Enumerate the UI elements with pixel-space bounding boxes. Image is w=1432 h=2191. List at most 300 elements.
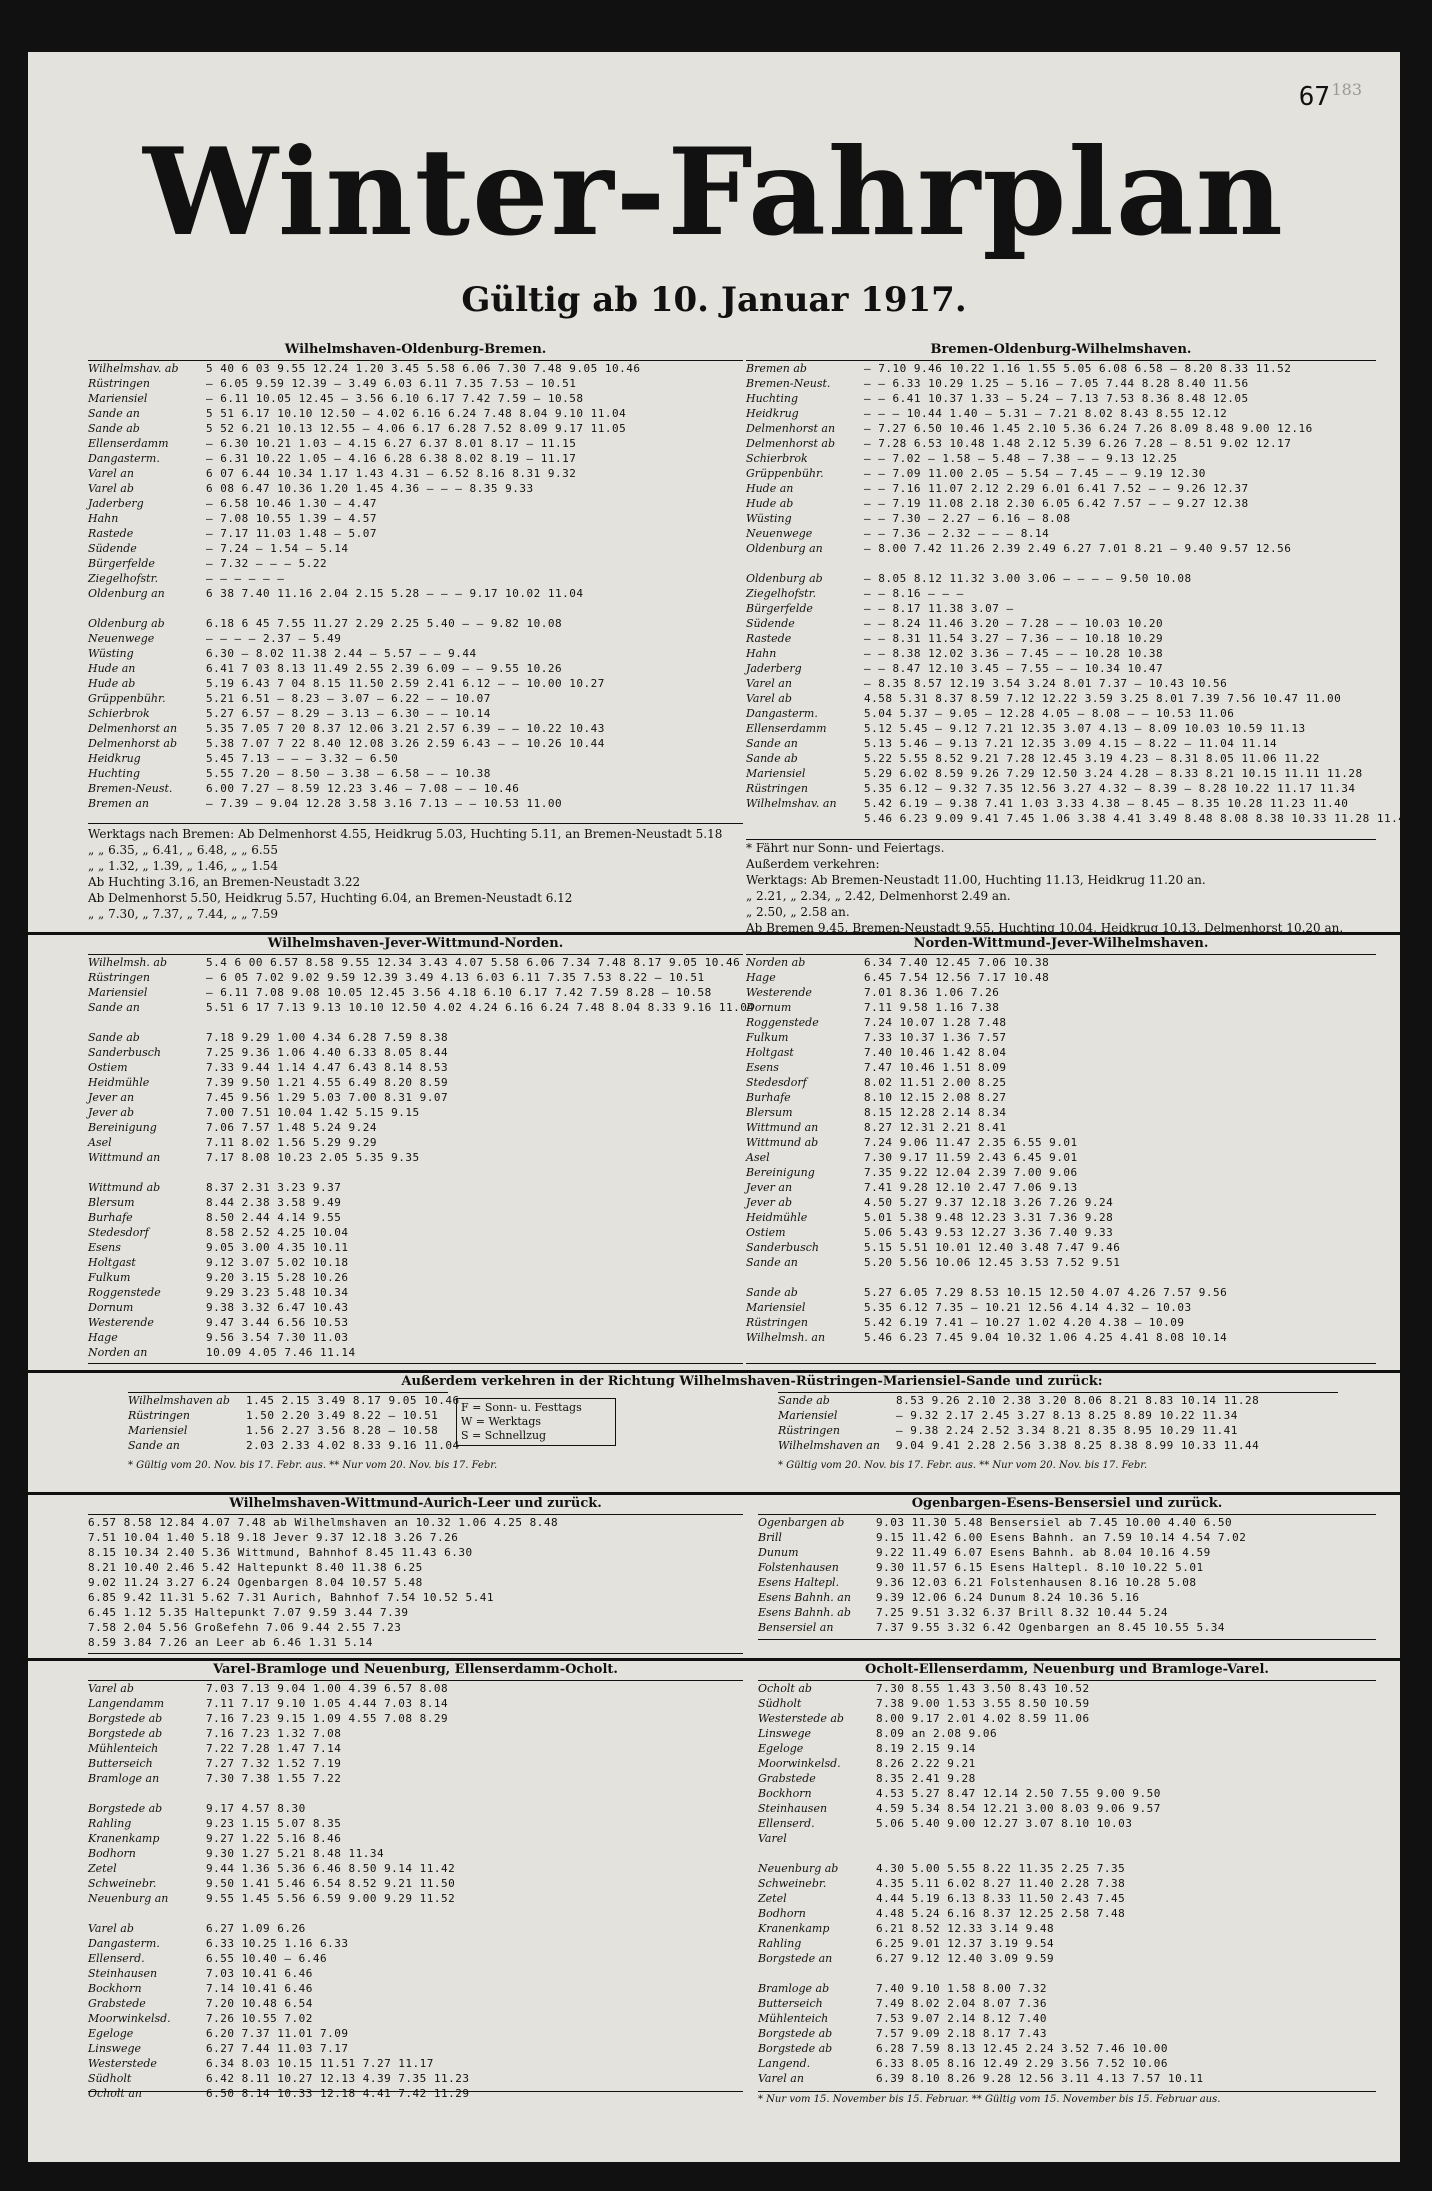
timetable-row	[746, 376, 1376, 391]
timetable-row	[746, 1195, 1376, 1210]
station-name: Hude ab	[88, 677, 136, 690]
station-name: Dangasterm.	[88, 452, 160, 465]
panel-notes	[746, 840, 1376, 936]
timetable-row	[88, 496, 743, 511]
timetable-row	[758, 1951, 1376, 1966]
timetable-additional-wilhelmshaven-sande	[128, 1374, 1376, 1484]
timetable-row	[758, 1575, 1376, 1590]
station-name: Südholt	[88, 2072, 132, 2085]
departure-times: — 6.58 10.46 1.30 — 4.47	[206, 497, 377, 510]
footnote-right: * Gültig vom 20. Nov. bis 17. Febr. aus. ** Nur vom 20. Nov. bis 17. Febr.	[778, 1460, 1148, 1471]
station-name: Borgstede ab	[88, 1802, 163, 1815]
station-name: Rüstringen	[88, 377, 150, 390]
departure-times: 8.53 9.26 2.10 2.38 3.20 8.06 8.21 8.83 10.14 11.28	[896, 1394, 1260, 1407]
panel-rows	[758, 1514, 1376, 1640]
departure-times: 4.35 5.11 6.02 8.27 11.40 2.28 7.38	[876, 1877, 1126, 1890]
departure-times: 8.37 2.31 3.23 9.37	[206, 1181, 342, 1194]
panel-note: „ 2.21, „ 2.34, „ 2.42, Delmenhorst 2.49 an.	[746, 889, 1011, 903]
station-name: Varel ab	[88, 1922, 134, 1935]
station-name: Oldenburg an	[746, 542, 823, 555]
station-name: Sande an	[88, 407, 140, 420]
departure-times: — 7.24 — 1.54 — 5.14	[206, 542, 349, 555]
departure-times: 6.41 7 03 8.13 11.49 2.55 2.39 6.09 — — 9.55 10.26	[206, 662, 563, 675]
timetable-row	[88, 1891, 743, 1906]
timetable-row	[758, 1921, 1376, 1936]
departure-times: — — 7.30 — 2.27 — 6.16 — 8.08	[864, 512, 1071, 525]
timetable-row	[746, 661, 1376, 676]
timetable-row	[88, 421, 743, 436]
station-name: Egeloge	[88, 2027, 134, 2040]
timetable-row	[746, 1045, 1376, 1060]
timetable-row	[88, 1726, 743, 1741]
departure-times: 7.35 9.22 12.04 2.39 7.00 9.06	[864, 1166, 1078, 1179]
page-subtitle: Gültig ab 10. Januar 1917.	[461, 280, 967, 320]
panel-rows	[88, 1680, 743, 2100]
timetable-row	[88, 2011, 743, 2026]
departure-times: 5.29 6.02 8.59 9.26 7.29 12.50 3.24 4.28 — 8.33 8.21 10.15 11.11 11.28	[864, 767, 1363, 780]
departure-times: 4.59 5.34 8.54 12.21 3.00 8.03 9.06 9.57	[876, 1802, 1161, 1815]
panel-title: Wilhelmshaven-Jever-Wittmund-Norden.	[267, 936, 564, 951]
timetable-row	[88, 1530, 743, 1545]
timetable-row	[746, 496, 1376, 511]
station-name: Bramloge an	[88, 1772, 160, 1785]
station-name: Schierbrok	[88, 707, 150, 720]
timetable-row	[88, 1560, 743, 1575]
timetable-row	[746, 1075, 1376, 1090]
departure-times: — — 8.31 11.54 3.27 — 7.36 — — 10.18 10.29	[864, 632, 1164, 645]
timetable-row	[746, 391, 1376, 406]
departure-times: 6.30 — 8.02 11.38 2.44 — 5.57 — — 9.44	[206, 647, 477, 660]
timetable-row	[88, 1285, 743, 1300]
station-name: Ocholt ab	[758, 1682, 812, 1695]
departure-times: 6.55 10.40 — 6.46	[206, 1952, 328, 1965]
timetable-row	[746, 676, 1376, 691]
station-name: Bockhorn	[88, 1982, 142, 1995]
departure-times: 7.11 7.17 9.10 1.05 4.44 7.03 8.14	[206, 1697, 449, 1710]
station-name: Sanderbusch	[746, 1241, 820, 1254]
departure-times: — 7.39 — 9.04 12.28 3.58 3.16 7.13 — — 10.53 11.00	[206, 797, 563, 810]
departure-times: 7.40 10.46 1.42 8.04	[864, 1046, 1007, 1059]
timetable-row	[88, 541, 743, 556]
timetable-row	[758, 2011, 1376, 2026]
timetable-row	[88, 511, 743, 526]
station-name: Bremen ab	[746, 362, 807, 375]
timetable-row	[746, 811, 1413, 826]
departure-times: 9.27 1.22 5.16 8.46	[206, 1832, 342, 1845]
legend-entry: F = Sonn- u. Festtags	[461, 1401, 582, 1414]
station-name: Rüstringen	[746, 782, 808, 795]
departure-times: 5.20 5.56 10.06 12.45 3.53 7.52 9.51	[864, 1256, 1121, 1269]
station-name: Dunum	[758, 1546, 799, 1559]
timetable-row	[88, 1255, 743, 1270]
station-name: Ellenserdamm	[88, 437, 169, 450]
panel-note: „ „ 6.35, „ 6.41, „ 6.48, „ „ 6.55	[88, 843, 278, 857]
station-name: Hahn	[88, 512, 119, 525]
panel-notes	[88, 826, 743, 922]
departure-times: 4.48 5.24 6.16 8.37 12.25 2.58 7.48	[876, 1907, 1126, 1920]
station-name: Mariensiel	[128, 1424, 188, 1437]
station-name: Esens Bahnh. an	[758, 1591, 851, 1604]
timetable-row	[88, 1801, 743, 1816]
panel-note: Ab Bremen 9.45, Bremen-Neustadt 9.55, Huchting 10.04, Heidkrug 10.13, Delmenhorst 10.20 an.	[746, 921, 1344, 935]
departure-times: 5.42 6.19 7.41 — 10.27 1.02 4.20 4.38 — 10.09	[864, 1316, 1185, 1329]
departure-times: 7.26 10.55 7.02	[206, 2012, 313, 2025]
panel-note: Ab Delmenhorst 5.50, Heidkrug 5.57, Huchting 6.04, an Bremen-Neustadt 6.12	[88, 891, 573, 905]
station-name: Westerende	[746, 986, 812, 999]
departure-times: 7.16 7.23 1.32 7.08	[206, 1727, 342, 1740]
station-name: Oldenburg an	[88, 587, 165, 600]
station-name: Dornum	[746, 1001, 792, 1014]
departure-times: 7.14 10.41 6.46	[206, 1982, 313, 1995]
timetable-row	[88, 631, 743, 646]
timetable-row	[88, 796, 743, 811]
station-name: Borgstede ab	[758, 2042, 833, 2055]
timetable-row	[758, 1605, 1376, 1620]
panel-note: Außerdem verkehren:	[746, 857, 880, 871]
departure-times: 2.03 2.33 4.02 8.33 9.16 11.04	[246, 1439, 460, 1452]
departure-times: — 6.05 9.59 12.39 — 3.49 6.03 6.11 7.35 7.53 — 10.51	[206, 377, 577, 390]
departure-times: — 6 05 7.02 9.02 9.59 12.39 3.49 4.13 6.03 6.11 7.35 7.53 8.22 — 10.51	[206, 971, 705, 984]
timetable-row	[746, 1090, 1376, 1105]
departure-times: 9.55 1.45 5.56 6.59 9.00 9.29 11.52	[206, 1892, 456, 1905]
station-name	[88, 601, 206, 616]
station-name: Ostiem	[746, 1226, 786, 1239]
departure-times: 7.45 9.56 1.29 5.03 7.00 8.31 9.07	[206, 1091, 449, 1104]
station-name: Linswege	[758, 1727, 812, 1740]
timetable-row	[746, 616, 1376, 631]
departure-times: 5.21 6.51 — 8.23 — 3.07 — 6.22 — — 10.07	[206, 692, 491, 705]
departure-times: 6.39 8.10 8.26 9.28 12.56 3.11 4.13 7.57 10.11	[876, 2072, 1204, 2085]
station-name: Rastede	[88, 527, 134, 540]
station-name: Bensersiel an	[758, 1621, 834, 1634]
station-name: Delmenhorst ab	[746, 437, 835, 450]
timetable-row	[88, 586, 743, 601]
station-name: Westerende	[88, 1316, 154, 1329]
timetable-row	[88, 2086, 743, 2101]
timetable-row	[746, 466, 1376, 481]
station-name: Borgstede ab	[88, 1727, 163, 1740]
timetable-row	[746, 556, 1376, 571]
timetable-row	[88, 481, 743, 496]
timetable-row	[88, 1135, 743, 1150]
timetable-row	[88, 616, 743, 631]
station-name: Folstenhausen	[758, 1561, 839, 1574]
timetable-row	[128, 1408, 448, 1423]
timetable-wilhelmshaven-jever-wittmund-norden	[88, 936, 755, 1366]
panel-note: Werktags nach Bremen: Ab Delmenhorst 4.55, Heidkrug 5.03, Huchting 5.11, an Bremen-Neustadt 5.18	[88, 827, 723, 841]
timetable-row	[746, 631, 1376, 646]
station-name: Zetel	[88, 1862, 117, 1875]
timetable-row	[88, 1861, 743, 1876]
timetable-row	[746, 736, 1376, 751]
station-name: Jaderberg	[88, 497, 144, 510]
timetable-row	[88, 1575, 743, 1590]
panel-title: Wilhelmshaven-Wittmund-Aurich-Leer und zurück.	[229, 1496, 602, 1511]
timetable-row	[88, 1180, 743, 1195]
departure-times: 8.15 12.28 2.14 8.34	[864, 1106, 1007, 1119]
page-title: Winter-Fahrplan	[143, 122, 1285, 263]
station-name: Fulkum	[746, 1031, 789, 1044]
station-name: Butterseich	[88, 1757, 153, 1770]
departure-times	[206, 1015, 743, 1030]
departure-times: 9.05 3.00 4.35 10.11	[206, 1241, 349, 1254]
station-name: Ocholt an	[88, 2087, 142, 2100]
departure-times: 8.00 9.17 2.01 4.02 8.59 11.06	[876, 1712, 1090, 1725]
station-name: Schweinebr.	[758, 1877, 827, 1890]
station-name: Jaderberg	[746, 662, 802, 675]
timetable-row	[88, 1921, 743, 1936]
departure-times: 5.42 6.19 — 9.38 7.41 1.03 3.33 4.38 — 8.45 — 8.35 10.28 11.23 11.40	[864, 797, 1349, 810]
timetable-row	[88, 721, 743, 736]
station-name: Burhafe	[88, 1211, 133, 1224]
timetable-row	[746, 1315, 1376, 1330]
departure-times: — 7.32 — — — 5.22	[206, 557, 328, 570]
station-name: Jever ab	[88, 1106, 134, 1119]
departure-times: 7.01 8.36 1.06 7.26	[864, 986, 1000, 999]
timetable-row	[758, 1966, 1376, 1981]
departure-times: 7.16 7.23 9.15 1.09 4.55 7.08 8.29	[206, 1712, 449, 1725]
departure-times	[876, 1846, 1376, 1861]
timetable-row	[88, 646, 743, 661]
timetable-row	[746, 1225, 1376, 1240]
departure-times: 7.24 9.06 11.47 2.35 6.55 9.01	[864, 1136, 1078, 1149]
station-name: Mühlenteich	[758, 2012, 829, 2025]
station-name: Zetel	[758, 1892, 787, 1905]
panel-title: Varel-Bramloge und Neuenburg, Ellenserdamm-Ocholt.	[213, 1662, 618, 1677]
departure-times: 9.30 11.57 6.15 Esens Haltepl. 8.10 10.22 5.01	[876, 1561, 1204, 1574]
timetable-row	[88, 766, 743, 781]
timetable-row	[746, 1285, 1376, 1300]
departure-times: 6.85 9.42 11.31 5.62 7.31 Aurich, Bahnhof 7.54 10.52 5.41	[88, 1591, 494, 1604]
timetable-row	[88, 406, 743, 421]
departure-times: 7.37 9.55 3.32 6.42 Ogenbargen an 8.45 10.55 5.34	[876, 1621, 1226, 1634]
station-name: Wittmund an	[746, 1121, 819, 1134]
departure-times: — 8.35 8.57 12.19 3.54 3.24 8.01 7.37 — 10.43 10.56	[864, 677, 1228, 690]
departure-times: — 7.08 10.55 1.39 — 4.57	[206, 512, 377, 525]
timetable-row	[758, 1786, 1376, 1801]
station-name: Westerstede ab	[758, 1712, 844, 1725]
departure-times: 8.15 10.34 2.40 5.36 Wittmund, Bahnhof 8.45 11.43 6.30	[88, 1546, 473, 1559]
departure-times: 8.09 an 2.08 9.06	[876, 1727, 998, 1740]
departure-times: 6.27 1.09 6.26	[206, 1922, 306, 1935]
timetable-row	[746, 601, 1376, 616]
station-name	[88, 1906, 206, 1921]
departure-times: — — 7.02 — 1.58 — 5.48 — 7.38 — — 9.13 12.25	[864, 452, 1178, 465]
departure-times: 9.04 9.41 2.28 2.56 3.38 8.25 8.38 8.99 10.33 11.44	[896, 1439, 1260, 1452]
station-name: Holtgast	[746, 1046, 794, 1059]
station-name: Jever an	[88, 1091, 135, 1104]
timetable-row	[88, 1605, 743, 1620]
station-name: Heidkrug	[88, 752, 141, 765]
station-name: Neuenwege	[88, 632, 155, 645]
departure-times: — — 7.36 — 2.32 — — — 8.14	[864, 527, 1050, 540]
departure-times: 8.26 2.22 9.21	[876, 1757, 976, 1770]
station-name	[88, 1015, 206, 1030]
departure-times: 6.27 9.12 12.40 3.09 9.59	[876, 1952, 1055, 1965]
station-name: Burhafe	[746, 1091, 791, 1104]
station-name: Stedesdorf	[88, 1226, 149, 1239]
timetable-row	[758, 1756, 1376, 1771]
station-name: Wilhelmshav. ab	[88, 362, 179, 375]
departure-times: — — 8.16 — — —	[864, 587, 964, 600]
station-name: Wilhelmshav. an	[746, 797, 837, 810]
timetable-row	[778, 1438, 1338, 1453]
timetable-row	[746, 436, 1376, 451]
departure-times: 5 51 6.17 10.10 12.50 — 4.02 6.16 6.24 7.48 8.04 9.10 11.04	[206, 407, 627, 420]
timetable-row	[746, 1015, 1376, 1030]
departure-times: 6.57 8.58 12.84 4.07 7.48 ab Wilhelmshaven an 10.32 1.06 4.25 8.48	[88, 1516, 559, 1529]
panel-rows-right	[778, 1392, 1338, 1455]
departure-times: 8.19 2.15 9.14	[876, 1742, 976, 1755]
departure-times: — 7.17 11.03 1.48 — 5.07	[206, 527, 377, 540]
timetable-row	[746, 1135, 1376, 1150]
timetable-row	[758, 1981, 1376, 1996]
station-name: Holtgast	[88, 1256, 136, 1269]
station-name: Sande ab	[88, 422, 140, 435]
panel-rows	[746, 360, 1413, 840]
timetable-row	[758, 1530, 1376, 1545]
departure-times: — — 7.16 11.07 2.12 2.29 6.01 6.41 7.52 — — 9.26 12.37	[864, 482, 1249, 495]
timetable-wilhelmshaven-oldenburg-bremen	[88, 342, 743, 952]
station-name: Bereinigung	[746, 1166, 815, 1179]
departure-times: 8.35 2.41 9.28	[876, 1772, 976, 1785]
station-name: Roggenstede	[88, 1286, 161, 1299]
station-name: Ogenbargen ab	[758, 1516, 845, 1529]
panel-rows	[746, 954, 1376, 1364]
departure-times: 7.51 10.04 1.40 5.18 9.18 Jever 9.37 12.18 3.26 7.26	[88, 1531, 459, 1544]
timetable-row	[88, 1590, 743, 1605]
departure-times: 5.4 6 00 6.57 8.58 9.55 12.34 3.43 4.07 5.58 6.06 7.34 7.48 8.17 9.05 10.46	[206, 956, 741, 969]
timetable-row	[88, 526, 743, 541]
departure-times: 7.33 9.44 1.14 4.47 6.43 8.14 8.53	[206, 1061, 449, 1074]
departure-times: 9.03 11.30 5.48 Bensersiel ab 7.45 10.00 4.40 6.50	[876, 1516, 1233, 1529]
timetable-page	[28, 52, 1413, 2162]
station-name: Bockhorn	[758, 1787, 812, 1800]
departure-times: — — 8.38 12.02 3.36 — 7.45 — — 10.28 10.38	[864, 647, 1164, 660]
timetable-row	[758, 2041, 1376, 2056]
departure-times: 5.51 6 17 7.13 9.13 10.10 12.50 4.02 4.24 6.16 6.24 7.48 8.04 8.33 9.16 11.04	[206, 1001, 755, 1014]
timetable-row	[746, 586, 1376, 601]
station-name: Heidmühle	[88, 1076, 150, 1089]
departure-times: 9.22 11.49 6.07 Esens Bahnh. ab 8.04 10.16 4.59	[876, 1546, 1211, 1559]
departure-times: 7.39 9.50 1.21 4.55 6.49 8.20 8.59	[206, 1076, 449, 1089]
departure-times: — 7.28 6.53 10.48 1.48 2.12 5.39 6.26 7.28 — 8.51 9.02 12.17	[864, 437, 1292, 450]
departure-times: 9.56 3.54 7.30 11.03	[206, 1331, 349, 1344]
departure-times: 5.01 5.38 9.48 12.23 3.31 7.36 9.28	[864, 1211, 1114, 1224]
station-name: Delmenhorst an	[746, 422, 836, 435]
timetable-row	[746, 451, 1376, 466]
departure-times: — 6.31 10.22 1.05 — 4.16 6.28 6.38 8.02 8.19 — 11.17	[206, 452, 577, 465]
station-name: Oldenburg ab	[88, 617, 165, 630]
panel-title: Ogenbargen-Esens-Bensersiel und zurück.	[911, 1496, 1223, 1511]
departure-times: 6 08 6.47 10.36 1.20 1.45 4.36 — — — 8.35 9.33	[206, 482, 534, 495]
timetable-row	[88, 1620, 743, 1635]
timetable-row	[778, 1423, 1338, 1438]
station-name	[758, 1966, 876, 1981]
timetable-ocholt-ellenserdamm-neuenburg-varel	[758, 1662, 1376, 2122]
timetable-row	[746, 1300, 1376, 1315]
timetable-row	[88, 1060, 743, 1075]
station-name: Butterseich	[758, 1997, 823, 2010]
departure-times: — 8.05 8.12 11.32 3.00 3.06 — — — — 9.50 10.08	[864, 572, 1192, 585]
timetable-row	[758, 1891, 1376, 1906]
departure-times: — — — — 2.37 — 5.49	[206, 632, 342, 645]
timetable-row	[88, 361, 743, 376]
departure-times: 9.39 12.06 6.24 Dunum 8.24 10.36 5.16	[876, 1591, 1140, 1604]
departure-times: 7.24 10.07 1.28 7.48	[864, 1016, 1007, 1029]
station-name: Wilhelmsh. an	[746, 1331, 826, 1344]
departure-times: — — 6.33 10.29 1.25 — 5.16 — 7.05 7.44 8.28 8.40 11.56	[864, 377, 1249, 390]
timetable-row	[758, 1726, 1376, 1741]
departure-times: 5.35 6.12 — 9.32 7.35 12.56 3.27 4.32 — 8.39 — 8.28 10.22 11.17 11.34	[864, 782, 1356, 795]
timetable-row	[758, 1831, 1376, 1846]
timetable-row	[88, 1981, 743, 1996]
timetable-row	[88, 571, 743, 586]
departure-times: 1.56 2.27 3.56 8.28 — 10.58	[246, 1424, 439, 1437]
timetable-row	[746, 646, 1376, 661]
station-name: Rüstringen	[778, 1424, 840, 1437]
departure-times: 8.02 11.51 2.00 8.25	[864, 1076, 1007, 1089]
departure-times: 9.20 3.15 5.28 10.26	[206, 1271, 349, 1284]
station-name: Asel	[746, 1151, 770, 1164]
departure-times: 6.25 9.01 12.37 3.19 9.54	[876, 1937, 1055, 1950]
departure-times: 8.21 10.40 2.46 5.42 Haltepunkt 8.40 11.38 6.25	[88, 1561, 423, 1574]
station-name: Wüsting	[88, 647, 134, 660]
station-name: Rüstringen	[746, 1316, 808, 1329]
timetable-row	[758, 1771, 1376, 1786]
departure-times: — 7.27 6.50 10.46 1.45 2.10 5.36 6.24 7.26 8.09 8.48 9.00 12.16	[864, 422, 1313, 435]
station-name: Grüppenbühr.	[88, 692, 166, 705]
departure-times	[206, 1165, 743, 1180]
departure-times: 5.46 6.23 7.45 9.04 10.32 1.06 4.25 4.41 8.08 10.14	[864, 1331, 1228, 1344]
station-name: Ellenserd.	[88, 1952, 145, 1965]
station-name: Sande an	[88, 1001, 140, 1014]
timetable-row	[746, 1030, 1376, 1045]
station-name: Esens	[746, 1061, 779, 1074]
timetable-row	[746, 766, 1376, 781]
departure-times: 5.27 6.05 7.29 8.53 10.15 12.50 4.07 4.26 7.57 9.56	[864, 1286, 1228, 1299]
panel-note: „ „ 1.32, „ 1.39, „ 1.46, „ „ 1.54	[88, 859, 278, 873]
station-name: Huchting	[88, 767, 140, 780]
timetable-row	[88, 2056, 743, 2071]
station-name: Stedesdorf	[746, 1076, 807, 1089]
station-name: Kranenkamp	[88, 1832, 160, 1845]
departure-times	[864, 1270, 1376, 1285]
departure-times: 7.33 10.37 1.36 7.57	[864, 1031, 1007, 1044]
station-name: Brill	[758, 1531, 782, 1544]
timetable-row	[88, 2041, 743, 2056]
departure-times: 6.45 7.54 12.56 7.17 10.48	[864, 971, 1050, 984]
station-name: Egeloge	[758, 1742, 804, 1755]
station-name: Borgstede ab	[88, 1712, 163, 1725]
departure-times: 5 52 6.21 10.13 12.55 — 4.06 6.17 6.28 7.52 8.09 9.17 11.05	[206, 422, 627, 435]
legend-entry: S = Schnellzug	[461, 1429, 547, 1442]
timetable-row	[746, 421, 1376, 436]
timetable-row	[88, 451, 743, 466]
departure-times: — — 8.47 12.10 3.45 — 7.55 — — 10.34 10.47	[864, 662, 1164, 675]
timetable-ogenbargen-esens-bensersiel	[758, 1496, 1376, 1656]
station-name: Delmenhorst an	[88, 722, 178, 735]
station-name: Westerstede	[88, 2057, 157, 2070]
timetable-row	[88, 1150, 743, 1165]
departure-times: 9.38 3.32 6.47 10.43	[206, 1301, 349, 1314]
station-name: Sande ab	[88, 1031, 140, 1044]
departure-times: — 6.11 7.08 9.08 10.05 12.45 3.56 4.18 6.10 6.17 7.42 7.59 8.28 — 10.58	[206, 986, 712, 999]
departure-times: 6.34 7.40 12.45 7.06 10.38	[864, 956, 1050, 969]
timetable-row	[758, 2071, 1376, 2086]
timetable-row	[88, 781, 743, 796]
timetable-row	[758, 1876, 1376, 1891]
